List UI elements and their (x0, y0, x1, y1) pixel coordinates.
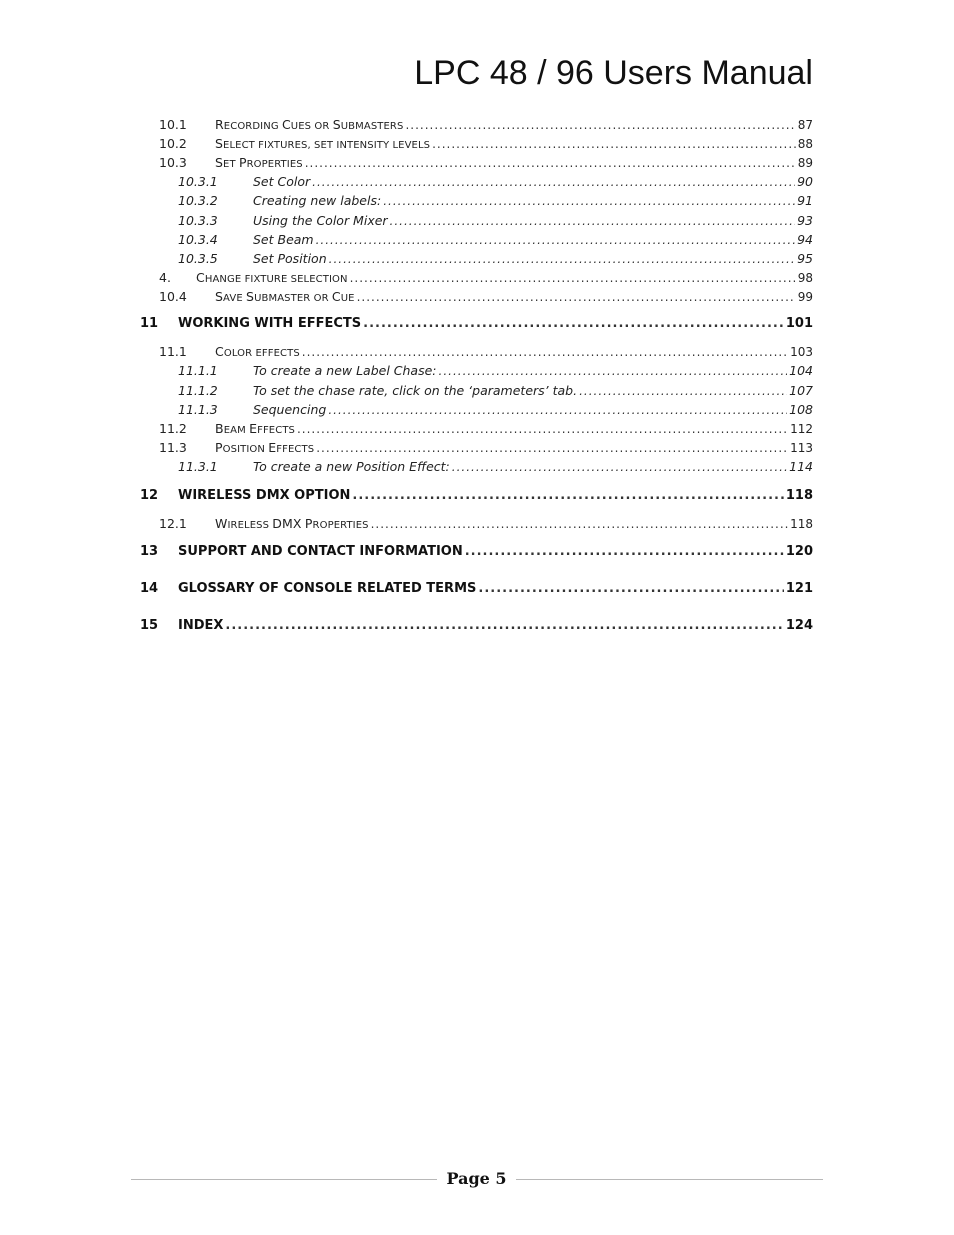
toc-entry[interactable] (140, 440, 813, 459)
toc-entry-page: 88 (797, 137, 813, 151)
toc-entry-title: To create a new Position Effect: (253, 459, 450, 475)
toc-entry-page: 107 (789, 382, 813, 398)
toc-entry-page: 121 (785, 580, 813, 596)
toc-entry-number: 14 (140, 580, 159, 596)
toc-entry-number: 11.3.1 (178, 459, 218, 475)
toc-entry-title: SET PROPERTIES (215, 155, 303, 170)
toc-entry-page: 90 (797, 174, 813, 189)
toc-entry[interactable] (140, 581, 813, 609)
toc-entry[interactable] (140, 289, 813, 308)
toc-entry-number: 11.1.3 (178, 402, 218, 418)
toc-dot-leader (329, 252, 795, 266)
toc-entry-page: 87 (797, 118, 813, 132)
toc-entry-page: 99 (797, 290, 813, 305)
toc-entry-title: WIRELESS DMX PROPERTIES (215, 515, 369, 531)
toc-entry[interactable] (140, 136, 813, 155)
toc-dot-leader (302, 345, 788, 359)
toc-entry[interactable] (140, 402, 813, 421)
footer-rule-right (516, 1179, 823, 1180)
toc-entry-page: 103 (790, 345, 813, 360)
toc-entry-title: INDEX (178, 617, 224, 633)
toc-entry-number: 10.4 (159, 289, 187, 305)
toc-entry[interactable] (140, 516, 813, 535)
toc-dot-leader (439, 364, 788, 378)
toc-dot-leader (297, 422, 788, 436)
toc-entry-title: POSITION EFFECTS (215, 440, 315, 456)
toc-dot-leader (478, 581, 783, 596)
toc-dot-leader (465, 544, 784, 559)
toc-entry-page: 95 (797, 251, 813, 267)
toc-dot-leader (352, 488, 783, 503)
toc-entry-number: 11 (140, 316, 159, 332)
toc-dot-leader (328, 403, 787, 417)
toc-dot-leader (371, 517, 788, 531)
toc-entry-number: 10.3 (159, 155, 187, 170)
toc-entry-number: 10.1 (159, 117, 187, 132)
toc-entry[interactable] (140, 316, 813, 344)
toc-entry-title: Creating new labels: (253, 193, 382, 209)
toc-entry-title: WORKING WITH EFFECTS (178, 316, 362, 332)
toc-entry-page: 120 (785, 543, 813, 559)
toc-entry-title: To create a new Label Chase: (253, 363, 437, 379)
toc-entry-page: 104 (789, 363, 813, 379)
toc-entry[interactable] (140, 213, 813, 232)
toc-entry-title: Using the Color Mixer (253, 212, 388, 228)
toc-dot-leader (363, 316, 784, 331)
toc-entry[interactable] (140, 344, 813, 363)
toc-dot-leader (357, 290, 796, 304)
toc-entry-page: 113 (790, 441, 813, 456)
toc-entry-number: 10.3.5 (178, 251, 218, 267)
toc-entry-title: WIRELESS DMX OPTION (178, 487, 351, 503)
toc-entry[interactable] (140, 174, 813, 193)
toc-dot-leader (316, 441, 788, 455)
page-footer (131, 1168, 823, 1192)
toc-entry-page: 112 (790, 422, 813, 437)
toc-entry-title: SUPPORT AND CONTACT INFORMATION (178, 543, 463, 559)
toc-entry-number: 10.3.4 (178, 231, 218, 247)
toc-entry-page: 118 (790, 516, 813, 531)
toc-dot-leader (432, 137, 796, 151)
toc-dot-leader (312, 175, 795, 189)
toc-entry-title: Set Position (253, 251, 327, 267)
toc-entry-page: 108 (789, 402, 813, 418)
toc-entry-title: SAVE SUBMASTER OR CUE (215, 289, 355, 305)
toc-entry-page: 89 (797, 156, 813, 170)
toc-entry-title: To set the chase rate, click on the ‘parameters’ tab. (253, 382, 578, 398)
toc-entry-number: 13 (140, 543, 159, 559)
toc-entry-number: 11.1 (159, 344, 187, 360)
toc-entry-page: 118 (785, 487, 813, 503)
toc-dot-leader (350, 271, 796, 285)
toc-dot-leader (405, 118, 795, 132)
document-title: LPC 48 / 96 Users Manual (414, 54, 813, 92)
toc-entry[interactable] (140, 363, 813, 382)
toc-entry-title: RECORDING CUES OR SUBMASTERS (215, 117, 404, 132)
toc-entry[interactable] (140, 544, 813, 572)
toc-entry-page: 91 (797, 193, 813, 209)
toc-entry-number: 12 (140, 487, 159, 503)
toc-dot-leader (305, 156, 796, 170)
toc-entry[interactable] (140, 270, 813, 289)
toc-entry-number: 10.2 (159, 136, 187, 151)
toc-entry-page: 93 (797, 212, 813, 228)
toc-dot-leader (390, 214, 796, 228)
toc-entry-title: Set Color (253, 174, 311, 189)
toc-entry-number: 15 (140, 617, 159, 633)
toc-entry-number: 11.1.1 (178, 363, 218, 379)
toc-entry-page: 124 (785, 617, 813, 633)
toc-entry-page: 101 (785, 316, 813, 332)
toc-entry-number: 11.3 (159, 440, 187, 456)
toc-entry[interactable] (140, 117, 813, 136)
toc-entry-number: 4. (159, 270, 171, 286)
toc-entry[interactable] (140, 618, 813, 646)
toc-dot-leader (579, 384, 787, 398)
toc-entry-number: 10.3.1 (178, 174, 218, 189)
toc-entry[interactable] (140, 232, 813, 251)
toc-dot-leader (316, 233, 795, 247)
toc-entry-title: BEAM EFFECTS (215, 421, 295, 437)
toc-entry-page: 114 (789, 459, 813, 475)
toc-dot-leader (383, 194, 795, 208)
toc-entry-page: 94 (797, 231, 813, 247)
table-of-contents (140, 117, 813, 646)
toc-entry-title: GLOSSARY OF CONSOLE RELATED TERMS (178, 580, 477, 596)
toc-entry[interactable] (140, 193, 813, 212)
toc-entry-title: Sequencing (253, 402, 327, 418)
toc-entry-page: 98 (797, 271, 813, 286)
toc-entry-title: COLOR EFFECTS (215, 344, 300, 360)
toc-dot-leader (225, 618, 783, 633)
toc-entry[interactable] (140, 488, 813, 516)
toc-entry[interactable] (140, 155, 813, 174)
toc-entry-number: 11.2 (159, 421, 187, 437)
toc-entry-number: 10.3.2 (178, 193, 218, 209)
toc-entry-title: SELECT FIXTURES, SET INTENSITY LEVELS (215, 136, 431, 151)
toc-entry-title: Set Beam (253, 231, 314, 247)
toc-entry[interactable] (140, 383, 813, 402)
toc-dot-leader (452, 460, 787, 474)
toc-entry-number: 11.1.2 (178, 382, 218, 398)
toc-entry-title: CHANGE FIXTURE SELECTION (196, 270, 348, 286)
toc-entry[interactable] (140, 421, 813, 440)
footer-rule-left (131, 1179, 437, 1180)
toc-entry[interactable] (140, 459, 813, 478)
toc-entry-number: 12.1 (159, 515, 187, 531)
toc-entry[interactable] (140, 251, 813, 270)
toc-entry-number: 10.3.3 (178, 212, 218, 228)
page-number: Page 5 (446, 1169, 507, 1188)
